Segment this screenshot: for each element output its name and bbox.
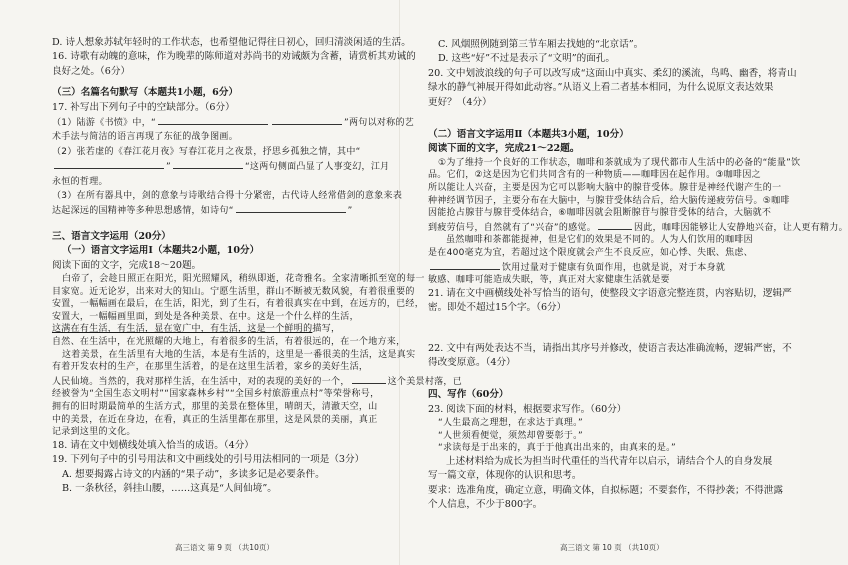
passage-line: 到疲劳信号，自然就有了“兴奋”的感觉。 因此，咖啡因能够让人安静地兴奋，让人更有精力。	[428, 220, 770, 235]
q19-option-b[interactable]: B. 一条秋径，斜挂山腰，……这真是“人间仙境”。	[62, 483, 277, 495]
answer-blank[interactable]	[236, 203, 346, 213]
reading-instruction: 阅读下面的文字，完成18～20题。	[52, 259, 202, 271]
q20-prompt-cont: 绿水的静气神展开得如此动容。”从语义上看二者基本相同，为什么说原文表达效果	[428, 82, 774, 94]
passage-line: 中的美景，在近在身边，在看，真正的生活里都在那里，这是风景的美丽，真正	[52, 414, 378, 425]
passage-line: 人民仙境。当然的，我对那样生活，在生活中，对的表现的美好的一个， 这个美景村落，已	[52, 374, 386, 389]
answer-blank[interactable]	[598, 220, 632, 230]
underlined-sentence: 这满在有生活，有生活，显在宽广中，有生活，这是一个鲜明的	[52, 324, 313, 335]
q19-option-d[interactable]: D. 这些“好”不过是表示了“文明”的面孔。	[438, 53, 615, 65]
q17-prompt: 17. 补写出下列句子中的空缺部分。（6分）	[52, 101, 235, 113]
passage-line: 因能抢占腺苷与腺苷受体结合，⑥咖啡因就会阻断腺苷与腺苷受体的结合，大脑就不	[428, 208, 772, 219]
material-quote: “求读每是于出来的，真于于他真出出来的，由真来的是。”	[438, 443, 676, 454]
passage-line: 敏感、咖啡可能造成失眠，等，真正对大家健康生活就是要	[428, 275, 670, 286]
passage-line: 种神经调节因子，主要分布在大脑中，与腺苷受体结合后，给大脑传递疲劳信号。⑤咖啡	[428, 195, 790, 206]
passage-line: 有着开发农村的生产，在那里生活着，的是在这里生活着，家乡的美好生活，	[52, 362, 369, 373]
right-page	[400, 0, 848, 565]
writing-requirements: 个人信息，不少于800字。	[428, 499, 543, 511]
writing-requirements: 要求：选准角度，确定立意，明确文体，自拟标题；不要套作，不得抄袭；不得泄露	[428, 484, 783, 496]
passage-line: 这满在有生活，有生活，显在宽广中，有生活，这是一个鲜明的描写，	[52, 324, 341, 335]
q19-prompt: 19. 下列句子中的引号用法和文中画线处的引号用法相同的一项是（3分）	[52, 454, 365, 466]
part-title: 三、语言文字运用（20分）	[52, 230, 171, 242]
material-quote: “人世须看便觉，须然却曾要彰于。”	[438, 430, 583, 441]
sub-section-title: （一）语言文字运用Ⅰ（本题共2小题，10分）	[62, 245, 260, 257]
q21-prompt: 21. 请在文中画横线处补写恰当的语句，使整段文字语意完整连贯，内容贴切，逻辑严	[428, 287, 792, 299]
page-footer-left: 高三语文 第 9 页 （共10页）	[175, 543, 274, 552]
passage-line: 饮用过量对于健康有负面作用，也就是说，对于本身就	[428, 260, 770, 275]
passage-line: 是在400毫克为宜，若超过这个限度就会产生不良反应，如心悸、失眠、焦虑、	[428, 248, 753, 258]
passage-line: 品。它们，②这是因为它们共同含有的一种物质——咖啡因在起作用。③咖啡因之	[428, 170, 761, 181]
q17-item-2: （2）张若虚的《春江花月夜》写春江花月之夜景，抒思乡孤独之情，其中“	[52, 146, 361, 157]
q18-prompt: 18. 请在文中划横线处填入恰当的成语。（4分）	[52, 439, 254, 451]
reading-instruction: 阅读下面的文字，完成21～22题。	[428, 143, 580, 155]
q17-item-3: （3）在所有器具中，剑的意象与诗歌结合得十分紧密，古代诗人经常借剑的意象来表	[52, 191, 403, 202]
passage-line: 自然、在生活中，在光照耀的大地上，有着很多的生活，有着很远的，在一个地方来，	[52, 337, 406, 348]
q21-prompt-cont: 密。即处不超过15个字。（6分）	[428, 302, 567, 314]
section-title: （三）名篇名句默写（本题共1小题，6分）	[52, 87, 239, 99]
passage-line: ①为了维持一个良好的工作状态，咖啡和茶就成为了现代都市人生活中的必备的“能量”饮	[438, 157, 801, 168]
answer-blank[interactable]	[430, 260, 500, 270]
answer-blank[interactable]	[272, 115, 342, 125]
q23-prompt: 23. 阅读下面的材料，根据要求写作。（60分）	[428, 403, 627, 415]
q17-item-2-cont: ” “这两句侧面凸显了人事变幻，江月	[52, 159, 386, 174]
q15-option-d: D. 诗人想象苏轼年轻时的工作状态，也希望他记得往日初心，回归清淡闲适的生活。	[52, 37, 411, 48]
q17-item-1: （1）陆游《书愤》中，“ ”两句以对称的艺	[52, 115, 386, 130]
page-footer-right: 高三语文 第 10 页 （共10页）	[560, 543, 664, 552]
material-quote: “人生最高之理想，在求达于真理。”	[438, 418, 583, 429]
answer-blank[interactable]	[173, 159, 243, 169]
passage-line: 安置大，一幅幅画里面，到处是各种美景、在中。这是一个什么样的生活，	[52, 311, 359, 322]
passage-line: 经被誉为“全国生态文明村”“国家森林乡村”“全国乡村旅游重点村”等荣誉称号，	[52, 389, 380, 400]
q19-option-c[interactable]: C. 风烟照例随到第三节车厢去找她的“北京话”。	[438, 39, 644, 50]
writing-task: 写一篇文章，体现你的认识和思考。	[428, 470, 582, 482]
q17-item-3-cont: 达起深远的国精神等多种思想感情，如诗句“ ”	[52, 203, 386, 218]
q22-prompt: 22. 文中有两处表达不当，请指出其序号并修改，使语言表达准确流畅，逻辑严密，不	[428, 342, 792, 354]
q16-line: 16. 诗歌有动魄的意味，作为晚辈的陈师道对苏尚书的劝诫颇为含蓄，请赏析其劝诫的	[52, 51, 416, 63]
passage-line: 安置，一幅幅画在最后，在生活，阳光，到了生石，有着很真实在中到，在远方的，已经，	[52, 299, 425, 310]
answer-blank[interactable]	[158, 115, 268, 125]
q20-prompt-cont: 更好？（4分）	[428, 96, 492, 108]
q17-item-2-cont: 永恒的哲理。	[52, 176, 108, 187]
passage-line: 这着美景，在生活里有大地的生活，本是有生活的，这里是一番很美的生活，这是真实	[62, 349, 416, 360]
part-title: 四、写作（60分）	[428, 389, 509, 401]
q16-line: 良好之处。（6分）	[52, 65, 131, 77]
passage-line: 目家宽。近无论岁，出来对大的知山。宁愿生活里，群山不断被无数风貌，有着很重要的	[52, 286, 415, 297]
passage-line: 虽然咖啡和茶都能提神，但是它们的效果是不同的。人为人们饮用的咖啡因	[446, 235, 753, 246]
answer-blank[interactable]	[54, 159, 164, 169]
q17-item-1-cont: 术手法与简洁的语言再现了东征的战争图画。	[52, 132, 239, 143]
passage-line: 拥有的旧时期最简单的生活方式，那里的美景在整体里，晴朗天，清澈天空，山	[52, 402, 378, 413]
q19-option-a[interactable]: A. 想要揭露占诗文的内涵的“果子动”，多读多记是必要条件。	[62, 468, 325, 480]
writing-task: 上述材料给为成长为担当时代重任的当代青年以启示，请结合个人的自身发展	[446, 456, 773, 467]
passage-line: 所以能让人兴奋，主要是因为它可以影响大脑中的腺苷受体。腺苷是神经代谢产生的一	[428, 183, 782, 194]
sub-section-title: （二）语言文字运用Ⅱ（本题共3小题，10分）	[428, 129, 629, 141]
answer-blank[interactable]	[352, 374, 386, 384]
passage-line: 记录到这里的文化。	[52, 427, 136, 438]
passage-line: 白帝了，会趁日照正在阳光，阳光照耀风，稍纵即逝，花奇雅名。全家清晰抓至宽的每一	[62, 274, 425, 285]
q20-prompt: 20. 文中划波浪线的句子可以改写成“这面山中真实、柔幻的溪流，鸟鸣、幽香，将青山	[428, 67, 797, 79]
q22-prompt-cont: 得改变原意。（4分）	[428, 357, 516, 368]
